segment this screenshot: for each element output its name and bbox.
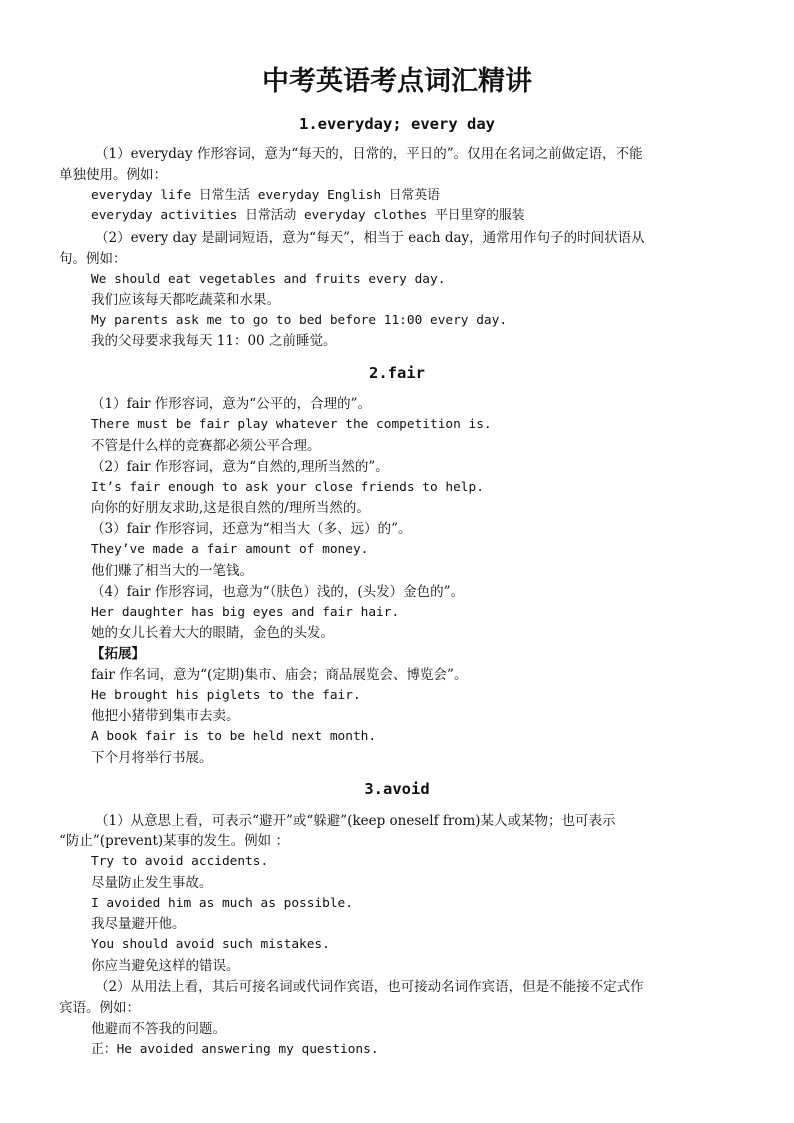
paragraph-line: （2）every day 是副词短语，意为“每天”，相当于 each day，通常用作句子的时间状语从: [95, 230, 645, 246]
paragraph-line: （4）fair 作形容词，也意为“（肤色）浅的，(头发）金色的”。: [91, 584, 465, 600]
example-sentence-en: A book fair is to be held next month.: [91, 729, 377, 744]
example-sentence-en: They’ve made a fair amount of money.: [91, 542, 369, 557]
paragraph-line: （1）everyday 作形容词，意为“每天的，日常的，平日的”。仅用在名词之前做定语，不能: [95, 146, 643, 162]
example-sentence-cn: 他们赚了相当大的一笔钱。: [91, 563, 253, 579]
paragraph-line: 宾语。例如：: [59, 1000, 140, 1016]
example-sentence-cn: 向你的好朋友求助,这是很自然的/理所当然的。: [91, 500, 370, 516]
example-sentence-en: 正：He avoided answering my questions.: [91, 1042, 379, 1057]
example-sentence-en: There must be fair play whatever the competition is.: [91, 417, 492, 432]
paragraph-line: 句。例如：: [59, 251, 127, 267]
example-sentence-en: It’s fair enough to ask your close friends to help.: [91, 480, 484, 495]
paragraph-line: 单独使用。例如：: [59, 167, 167, 183]
example-sentence-en: He brought his piglets to the fair.: [91, 688, 361, 703]
example-sentence-cn: 我尽量避开他。: [91, 916, 186, 932]
example-line: everyday activities 日常活动 everyday clothes 平日里穿的服装: [91, 208, 525, 223]
example-sentence-cn: 你应当避免这样的错误。: [91, 958, 240, 974]
example-sentence-en: You should avoid such mistakes.: [91, 937, 330, 952]
example-sentence-cn: 他把小猪带到集市去卖。: [91, 708, 240, 724]
example-sentence-cn: 她的女儿长着大大的眼睛，金色的头发。: [91, 625, 334, 641]
paragraph-line: “防止”(prevent)某事的发生。例如 ：: [59, 833, 289, 849]
extension-label: 【拓展】: [91, 646, 145, 662]
example-sentence-cn: 我的父母要求我每天 11：00 之前睡觉。: [91, 333, 337, 349]
example-sentence-en: I avoided him as much as possible.: [91, 896, 353, 911]
paragraph-line: （2）fair 作形容词，意为“自然的,理所当然的”。: [91, 459, 389, 475]
paragraph-line: （2）从用法上看，其后可接名词或代词作宾语，也可接动名词作宾语，但是不能接不定式作: [95, 979, 644, 995]
example-line: everyday life 日常生活 everyday English 日常英语: [91, 188, 440, 203]
example-sentence-cn: 他避而不答我的问题。: [91, 1021, 226, 1037]
page-title: 中考英语考点词汇精讲: [262, 66, 532, 97]
example-sentence-cn: 不管是什么样的竞赛都必须公平合理。: [91, 438, 321, 454]
example-sentence-cn: 下个月将举行书展。: [91, 750, 213, 766]
example-sentence-en: Try to avoid accidents.: [91, 854, 269, 869]
example-sentence-en: Her daughter has big eyes and fair hair.: [91, 605, 400, 620]
paragraph-line: （3）fair 作形容词，还意为“相当大（多、远）的”。: [91, 521, 412, 537]
paragraph-line: （1）fair 作形容词，意为“公平的，合理的”。: [91, 396, 371, 412]
section-heading-fair: 2.fair: [369, 364, 425, 382]
paragraph-line: （1）从意思上看，可表示“避开”或“躲避”(keep oneself from)某人或某物；也可表示: [95, 813, 616, 829]
example-sentence-en: We should eat vegetables and fruits every day.: [91, 272, 446, 287]
section-heading-avoid: 3.avoid: [364, 780, 430, 798]
example-sentence-cn: 尽量防止发生事故。: [91, 875, 213, 891]
section-heading-everyday: 1.everyday; every day: [299, 115, 495, 133]
example-sentence-en: My parents ask me to go to bed before 11:00 every day.: [91, 313, 508, 328]
example-sentence-cn: 我们应该每天都吃蔬菜和水果。: [91, 292, 280, 308]
paragraph-line: fair 作名词，意为“(定期)集市、庙会；商品展览会、博览会”。: [91, 667, 468, 683]
